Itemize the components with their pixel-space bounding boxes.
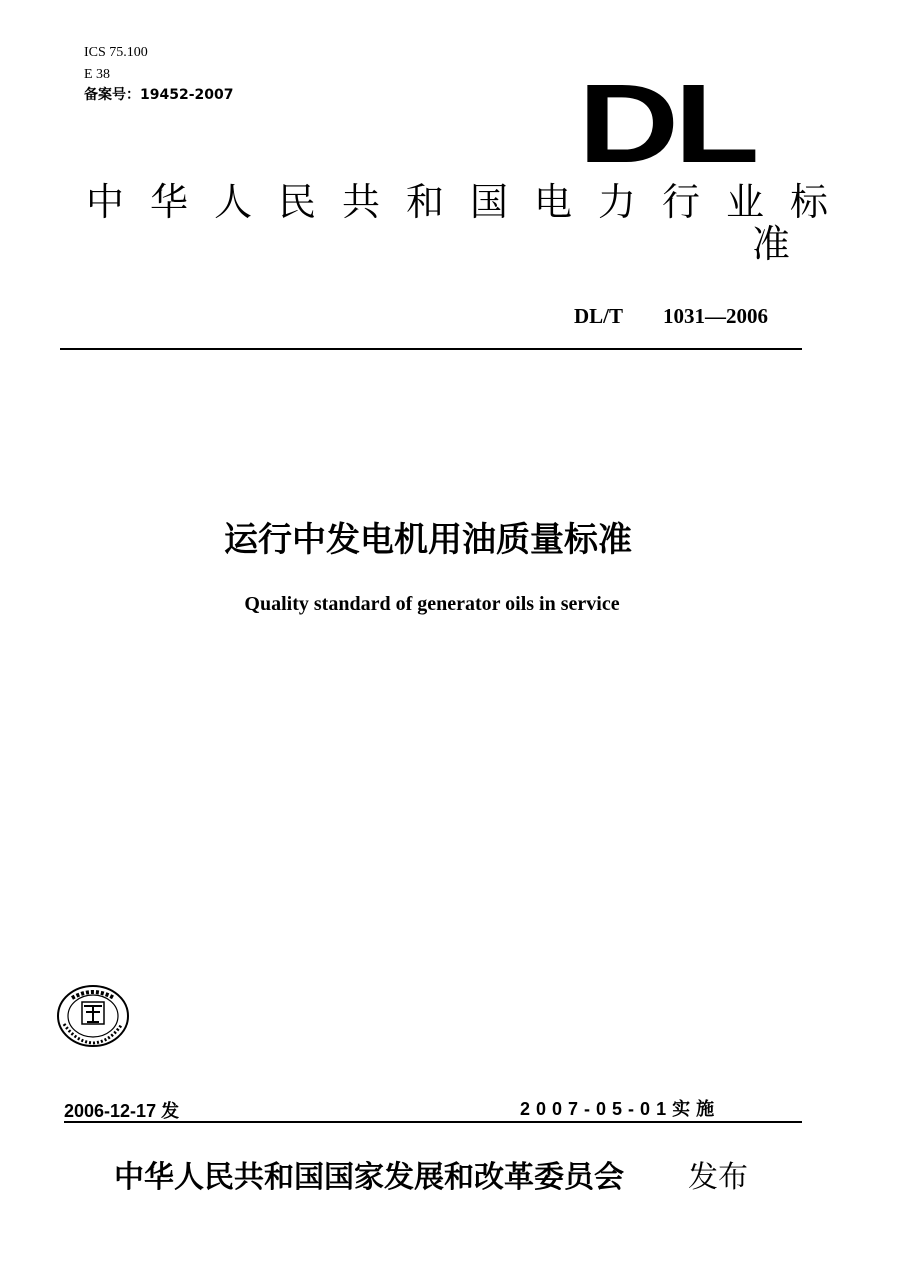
document-title-chinese: 运行中发电机用油质量标准 — [224, 520, 632, 560]
document-title-english: Quality standard of generator oils in service — [244, 593, 620, 615]
publish-label: 发布 — [688, 1160, 748, 1195]
dl-logo: DL — [578, 61, 755, 186]
publisher-seal-icon — [56, 984, 130, 1048]
implementation-date: 2007-05-01实施 — [520, 1099, 721, 1119]
standard-category-tail: 准 — [752, 222, 791, 266]
date-divider — [64, 1121, 802, 1123]
header-divider — [60, 348, 802, 350]
standard-code-number: 1031—2006 — [663, 304, 769, 328]
publisher-name: 中华人民共和国国家发展和改革委员会 — [114, 1160, 624, 1195]
record-number: 备案号：19452-2007 — [84, 87, 234, 103]
ccs-code: E 38 — [84, 67, 111, 82]
ics-code: ICS 75.100 — [84, 45, 148, 60]
standard-code-prefix: DL/T — [574, 304, 624, 328]
issue-date: 2006-12-17 发 — [64, 1101, 180, 1121]
standard-category: 中华人民共和国电力行业标 — [86, 180, 855, 224]
standard-number — [574, 306, 768, 327]
